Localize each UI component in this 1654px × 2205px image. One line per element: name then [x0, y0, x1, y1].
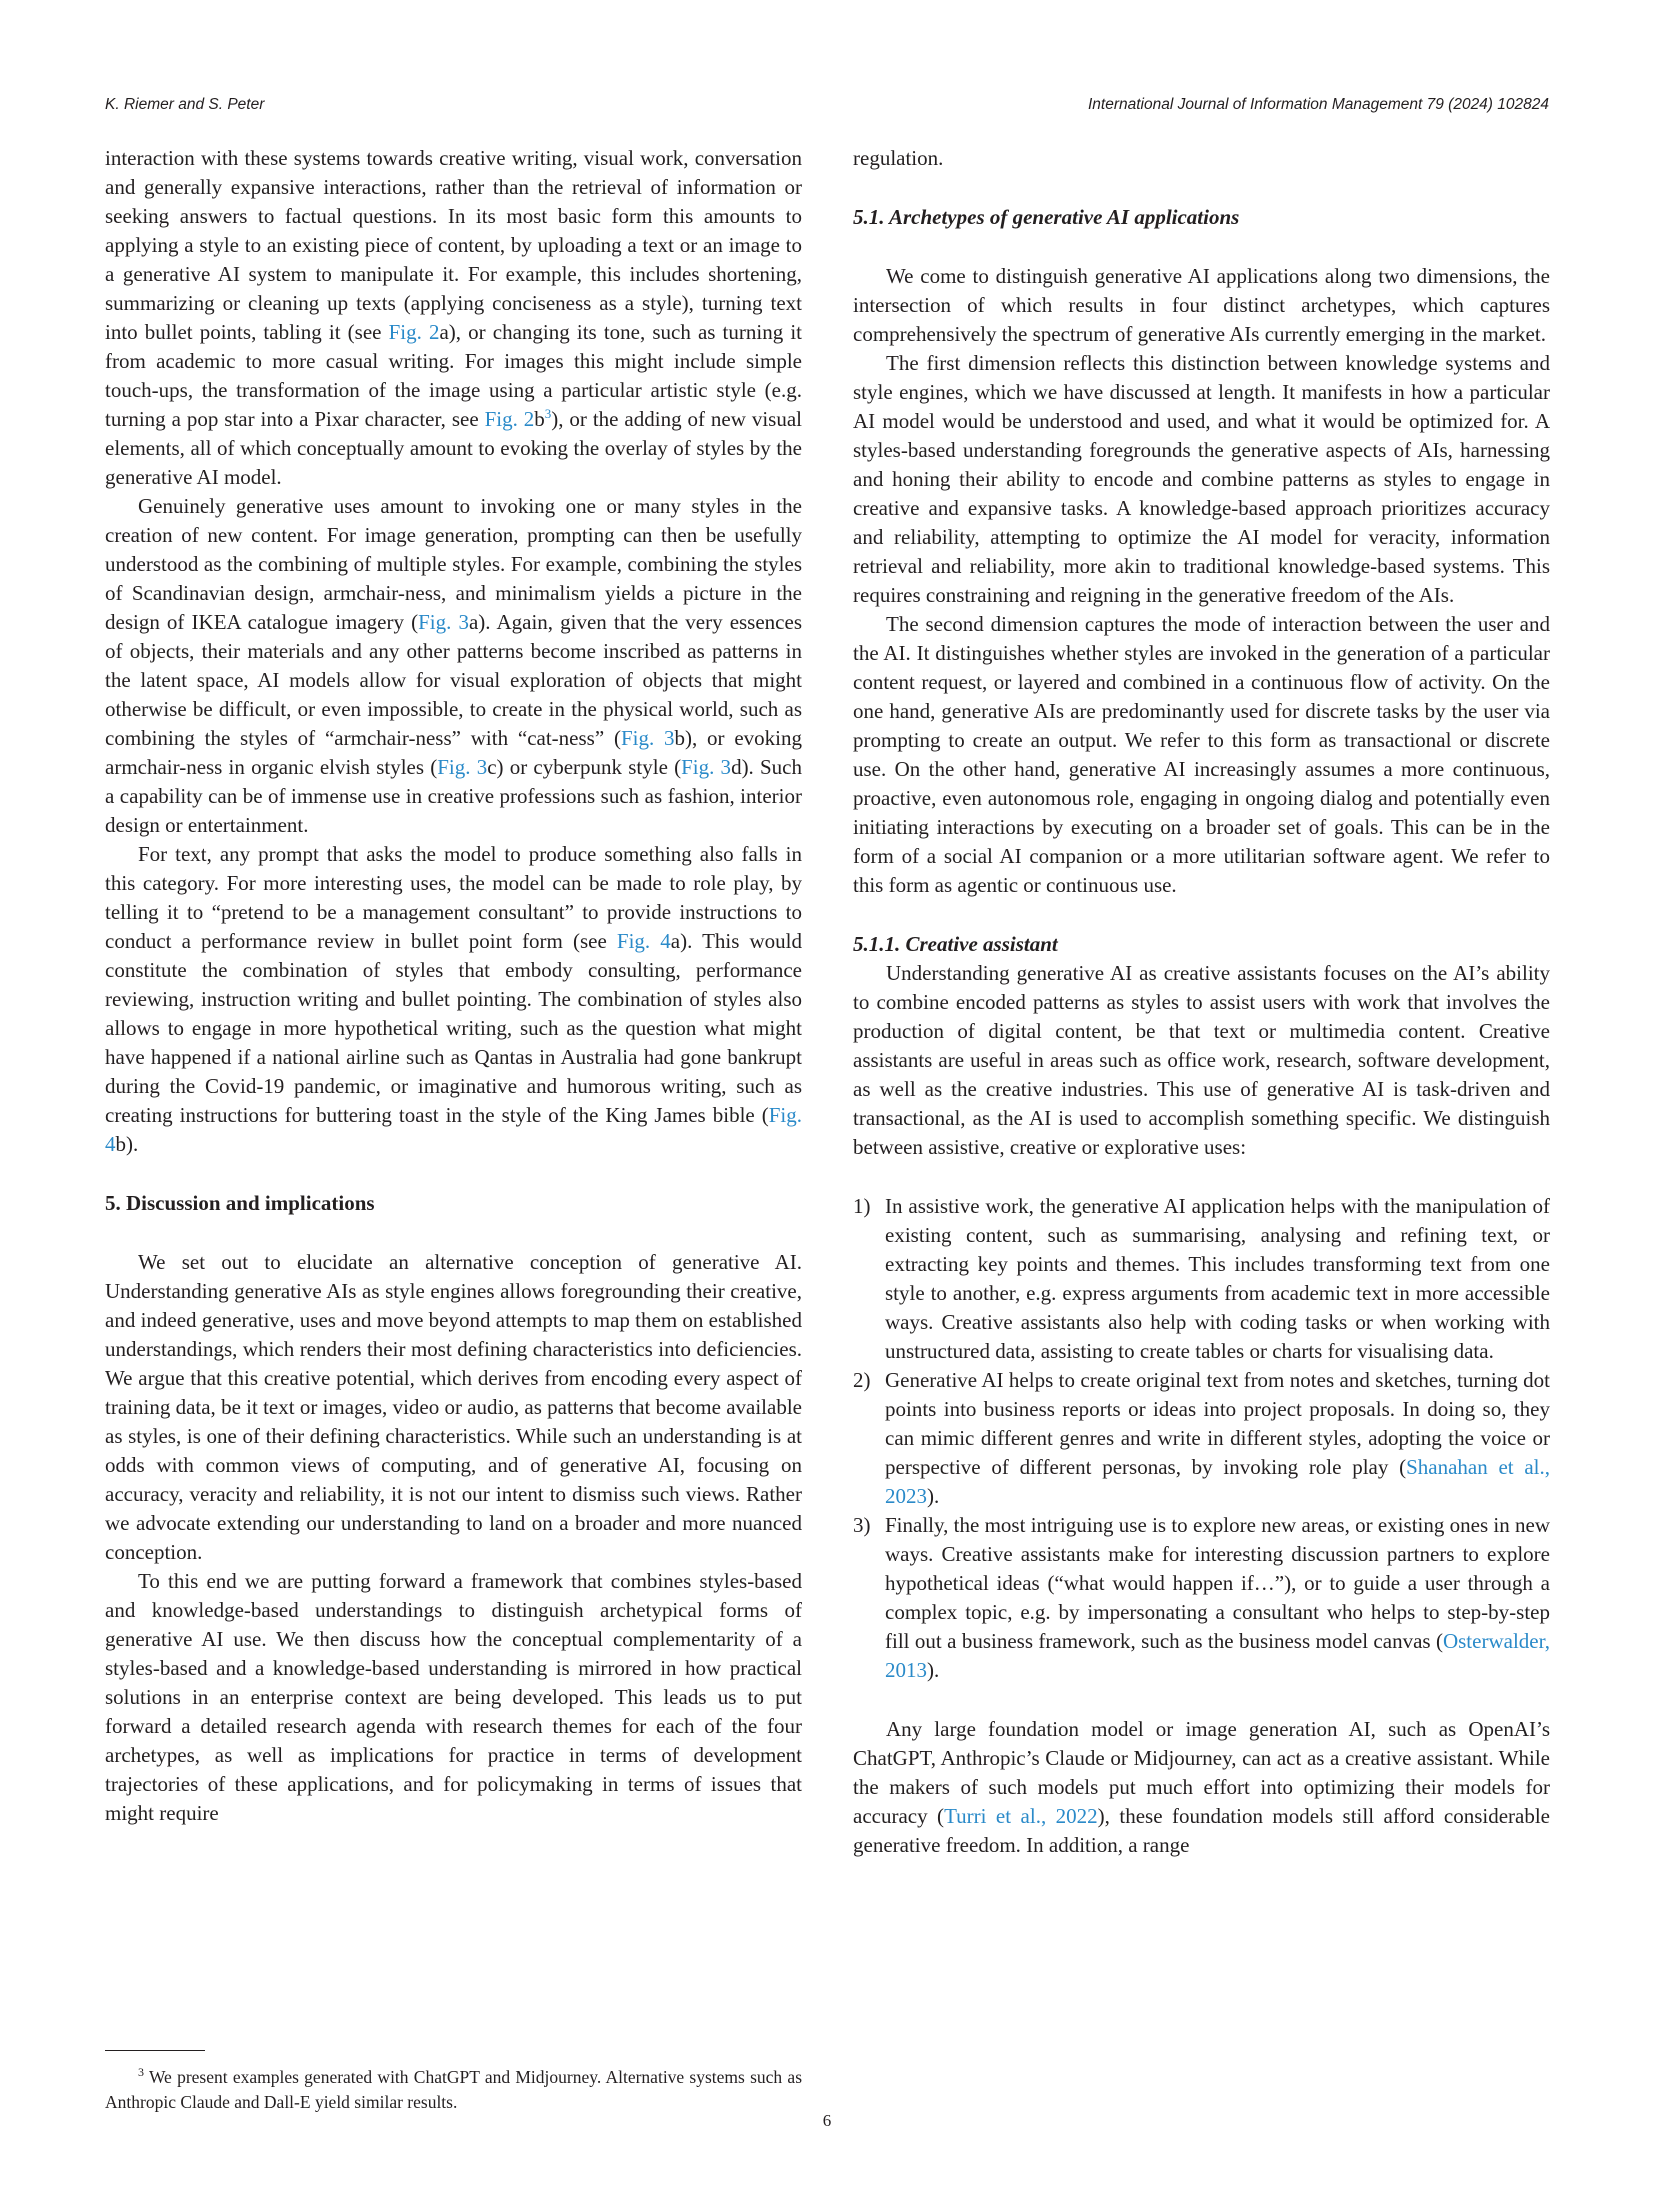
text-run: c) or cyberpunk style ( — [487, 755, 682, 779]
text-run: b), or evoking armchair-ness in organic elvish styles ( — [105, 726, 802, 779]
text-run: a). This would constitute the combination of styles that embody consulting, performance reviewing, instruction writing and bullet pointing. The combination of styles also allows to engage in more hypothetical writing, such as the question what might have happened if a national airline such as Qantas in Australia had gone bankrupt during the Covid-19 pandemic, or imaginative and humorous writing, such as creating instructions for buttering toast in the style of the King James bible ( — [105, 929, 803, 1127]
paragraph: The second dimension captures the mode of interaction between the user and the AI. It distinguishes whether styles are invoked in the generation of a particular content request, or layered and combined in a continuous flow of activity. On the one hand, generative AIs are predominantly used for discrete tasks by the user via prompting to create an output. We refer to this form as transactional or discrete use. On the other hand, generative AI increasingly assumes a more continuous, proactive, even autonomous role, engaging in ongoing dialog and potentially even initiating interactions by executing on a broader set of goals. This can be in the form of a social AI companion or a more utilitarian software agent. We refer to this form as agentic or continuous use. — [853, 612, 1550, 897]
text-run: a). Again, given that the very essences of objects, their materials and any other patterns become inscribed as patterns in the latent space, AI models allow for visual exploration of objects that might otherwise be difficult, or even impossible, to create in the physical world, such as combining the styles of “armchair-ness” with “cat-ness” ( — [105, 610, 802, 750]
text-run: ), these foundation models still afford considerable generative freedom. In addition, a range — [853, 1804, 1551, 1857]
paragraph: regulation. — [853, 146, 944, 170]
figure-link[interactable]: Fig. 2 — [388, 320, 440, 344]
text-run: Any large foundation model or image generation AI, such as OpenAI’s ChatGPT, Anthropic’s Claude or Midjourney, can act as a creative assistant. While the makers of such models put much effort into optimizing their models for accuracy ( — [853, 1717, 1550, 1828]
citation-link[interactable]: Osterwalder, 2013 — [885, 1629, 1550, 1682]
figure-link[interactable]: Fig. 3 — [620, 726, 675, 750]
section-title: 5. Discussion and implications — [105, 1191, 375, 1215]
subsubsection-title: 5.1.1. Creative assistant — [853, 932, 1058, 956]
list-number: 1) — [853, 1194, 871, 1218]
left-column — [105, 144, 802, 1828]
paragraph: To this end we are putting forward a framework that combines styles-based and knowledge-based understandings to distinguish archetypical forms of generative AI use. We then discuss how the conceptual complementarity of a styles-based and a knowledge-based understanding is mirrored in how practical solutions in an enterprise context are being developed. This leads us to put forward a detailed research agenda with research themes for each of the four archetypes, as well as implications for practice in terms of development trajectories of these applications, and for policymaking in terms of issues that might require — [105, 1569, 802, 1825]
text-run: a), or changing its tone, such as turning it from academic to more casual writing. For images this might include simple touch-ups, the transformation of the image using a particular artistic style (e.g. turning a pop star into a Pixar character, see — [105, 320, 803, 431]
paragraph — [105, 840, 802, 1159]
figure-link[interactable]: Fig. 3 — [437, 755, 488, 779]
list-text: ). — [927, 1658, 940, 1682]
paragraph — [105, 144, 802, 492]
paragraph: The first dimension reflects this distinction between knowledge systems and style engines, which we have discussed at length. It manifests in how a particular AI model would be understood and used, and what it would be optimized for. A styles-based understanding foregrounds the generative aspects of AIs, harnessing and honing their ability to encode and combine patterns as styles to engage in creative and expansive tasks. A knowledge-based approach prioritizes accuracy and reliability, attempting to optimize the AI model for veracity, information retrieval and reliability, more akin to traditional knowledge-based systems. This requires constraining and reigning in the generative freedom of the AIs. — [853, 351, 1550, 607]
page-number: 6 — [822, 2111, 832, 2130]
text-run: b — [534, 407, 545, 431]
list-text: ). — [927, 1484, 940, 1508]
footnote-rule — [105, 2050, 205, 2051]
list-item — [853, 1366, 1550, 1511]
list-text: In assistive work, the generative AI application helps with the manipulation of existing content, such as summarising, analysing and refining text, or extracting key points and themes. This includes transforming text from one style to another, e.g. express arguments from academic text in more accessible ways. Creative assistants also help with coding tasks or when working with unstructured data, assisting to create tables or charts for visualising data. — [885, 1194, 1550, 1363]
list-item — [853, 1511, 1550, 1685]
list-text: Generative AI helps to create original text from notes and sketches, turning dot points into business reports or ideas into project proposals. In doing so, they can mimic different genres and write in different styles, adopting the voice or perspective of different personas, by invoking role play ( — [885, 1368, 1550, 1479]
footnote-mark: 3 — [138, 2065, 144, 2079]
text-run: b). — [115, 1132, 139, 1156]
citation-link[interactable]: Shanahan et al., 2023 — [885, 1455, 1551, 1508]
footnote — [105, 2060, 802, 2115]
figure-link[interactable]: Fig. 4 — [105, 1103, 802, 1156]
list-item — [853, 1192, 1550, 1366]
list-text: Finally, the most intriguing use is to explore new areas, or existing ones in new ways. Creative assistants make for interesting discussion partners to explore hypothetical ideas (“what would happen if…”), or to guide a user through a complex topic, e.g. by impersonating a consultant who helps to step-by-step fill out a business framework, such as the business model canvas ( — [885, 1513, 1550, 1653]
right-column — [853, 144, 1550, 1860]
paragraph — [105, 492, 802, 840]
subsection-title: 5.1. Archetypes of generative AI applications — [853, 205, 1240, 229]
list-number: 2) — [853, 1368, 871, 1392]
text-run: d). Such a capability can be of immense use in creative professions such as fashion, interior design or entertainment. — [105, 755, 802, 837]
figure-link[interactable]: Fig. 3 — [681, 755, 732, 779]
citation-link[interactable]: Turri et al., 2022 — [944, 1804, 1098, 1828]
running-header-journal: International Journal of Information Management 79 (2024) 102824 — [1088, 96, 1549, 113]
text-run: interaction with these systems towards creative writing, visual work, conversation and generally expansive interactions, rather than the retrieval of information or seeking answers to factual questions. In its most basic form this amounts to applying a style to an existing piece of content, by uploading a text or an image to a generative AI system to manipulate it. For example, this includes shortening, summarizing or cleaning up texts (applying conciseness as a style), turning text into bullet points, tabling it (see — [105, 146, 802, 344]
paragraph: We come to distinguish generative AI applications along two dimensions, the intersection of which results in four distinct archetypes, which captures comprehensively the spectrum of generative AIs currently emerging in the market. — [853, 264, 1550, 346]
footnote-text: We present examples generated with ChatGPT and Midjourney. Alternative systems such as Anthropic Claude and Dall-E yield similar results. — [105, 2066, 803, 2112]
text-run: For text, any prompt that asks the model to produce something also falls in this category. For more interesting uses, the model can be made to role play, by telling it to “pretend to be a management consultant” to provide instructions to conduct a performance review in bullet point form (see — [105, 842, 802, 953]
paragraph — [853, 1715, 1550, 1860]
text-run: Genuinely generative uses amount to invoking one or many styles in the creation of new content. For image generation, prompting can then be usefully understood as the combining of multiple styles. For example, combining the styles of Scandinavian design, armchair-ness, and minimalism yields a picture in the design of IKEA catalogue imagery ( — [105, 494, 802, 634]
figure-link[interactable]: Fig. 2 — [484, 407, 535, 431]
running-header-authors: K. Riemer and S. Peter — [105, 96, 265, 113]
text-run: ), or the adding of new visual elements, all of which conceptually amount to evoking the overlay of styles by the generative AI model. — [105, 407, 802, 489]
footnote-ref[interactable]: 3 — [544, 406, 552, 421]
figure-link[interactable]: Fig. 3 — [418, 610, 469, 634]
numbered-list — [853, 1192, 1550, 1685]
list-number: 3) — [853, 1513, 871, 1537]
figure-link[interactable]: Fig. 4 — [616, 929, 671, 953]
paragraph: We set out to elucidate an alternative conception of generative AI. Understanding generative AIs as style engines allows foregrounding their creative, and indeed generative, uses and move beyond attempts to map them on established understandings, which renders their most defining characteristics into deficiencies. We argue that this creative potential, which derives from encoding every aspect of training data, be it text or images, video or audio, as patterns that become available as styles, is one of their defining characteristics. While such an understanding is at odds with common views of computing, and of generative AI, focusing on accuracy, veracity and reliability, it is not our intent to dismiss such views. Rather we advocate extending our understanding to land on a broader and more nuanced conception. — [105, 1250, 802, 1564]
paragraph: Understanding generative AI as creative assistants focuses on the AI’s ability to combine encoded patterns as styles to assist users with work that involves the production of digital content, be that text or multimedia content. Creative assistants are useful in areas such as office work, research, software development, as well as the creative industries. This use of generative AI is task-driven and transactional, as the AI is used to accomplish something specific. We distinguish between assistive, creative or explorative uses: — [853, 961, 1550, 1159]
